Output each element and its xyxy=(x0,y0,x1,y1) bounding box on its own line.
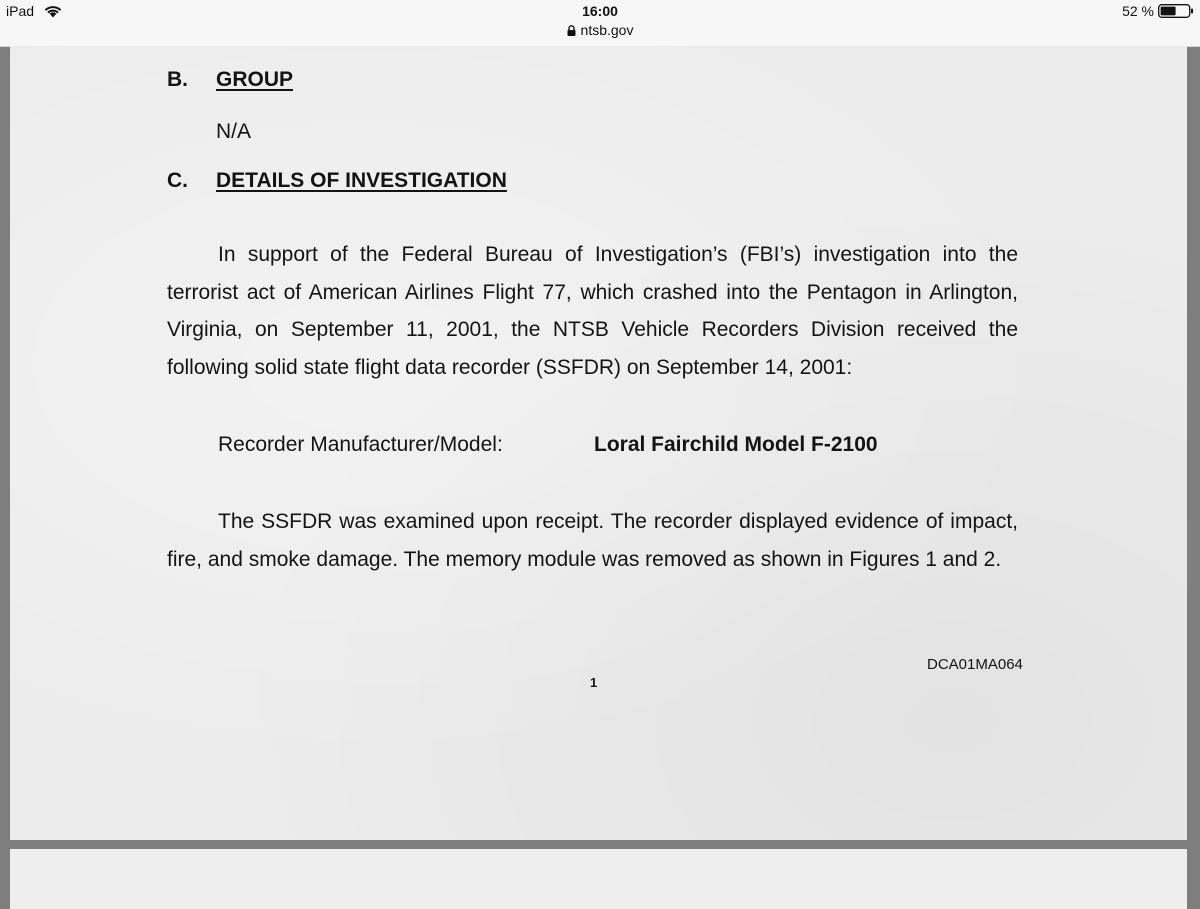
section-c-heading: DETAILS OF INVESTIGATION xyxy=(216,169,507,192)
page-number: 1 xyxy=(590,675,598,690)
document-page xyxy=(10,46,1187,840)
browser-top-bar xyxy=(0,0,1200,47)
section-b-content: N/A xyxy=(216,120,252,143)
next-document-page xyxy=(10,849,1187,909)
investigation-paragraph: In support of the Federal Bureau of Investigation’s (FBI’s) investigation into the terrorist act of American Airlines Flight 77, which crashed into the Pentagon in Arlington, Virginia, on September 11, 2001, the NTSB Vehicle Recorders Division received the following solid state flight data recorder (SSFDR) on September 14, 2001: xyxy=(167,243,1018,379)
section-b-letter: B. xyxy=(167,68,188,91)
battery-percent: 52 % xyxy=(1122,3,1154,19)
address-bar[interactable] xyxy=(0,22,1200,38)
examination-paragraph: The SSFDR was examined upon receipt. The recorder displayed evidence of impact, fire, and smoke damage. The memory module was removed as shown in Figures 1 and 2. xyxy=(167,510,1018,571)
recorder-label: Recorder Manufacturer/Model: xyxy=(218,433,503,456)
section-c-letter: C. xyxy=(167,169,188,192)
battery-icon xyxy=(1158,4,1194,18)
lock-icon xyxy=(567,25,576,36)
section-b-heading: GROUP xyxy=(216,68,294,91)
document-id: DCA01MA064 xyxy=(927,656,1023,673)
url-domain: ntsb.gov xyxy=(580,22,634,38)
recorder-value: Loral Fairchild Model F-2100 xyxy=(594,433,878,456)
status-time: 16:00 xyxy=(582,3,618,19)
device-label: iPad xyxy=(6,3,35,19)
